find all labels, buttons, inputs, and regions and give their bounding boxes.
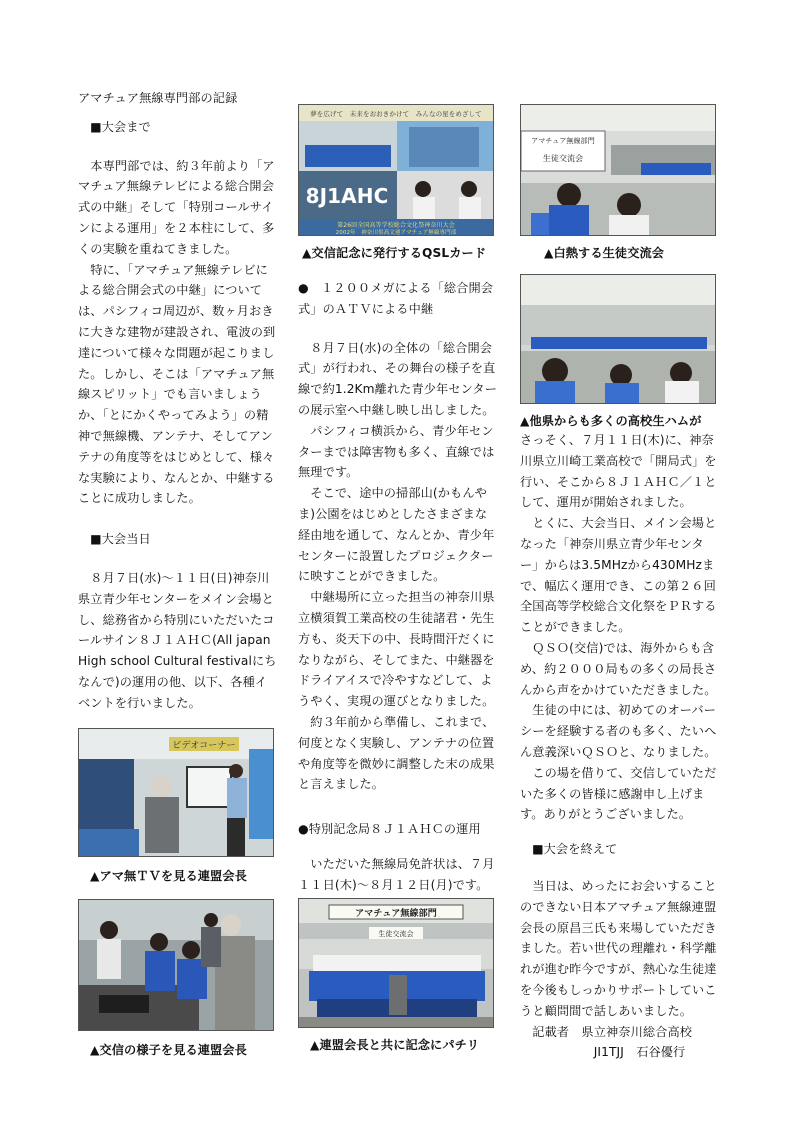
qsl-footer-1: 第26回全国高等学校総合文化祭神奈川大会	[337, 222, 455, 229]
group-banner: アマチュア無線部門	[355, 908, 437, 919]
paragraph: いただいた無線局免許状は、７月１１日(木)～８月１２日(月)です。	[298, 856, 495, 892]
board-label-1: アマチュア無線部門	[531, 137, 595, 145]
paragraph: 中継場所に立った担当の神奈川県立横須賀工業高校の生徒諸君・先生方も、炎天下の中、長時間汗だくになりながら、そしてまた、中継器をドライアイスで冷やすなどして、ようやく、実現の運びとなりました。	[298, 590, 495, 709]
photo-exchange-meeting	[520, 104, 716, 236]
photo-caption: ▲アマ無ＴＶを見る連盟会長	[90, 868, 247, 883]
board-label-2: 生徒交流会	[542, 154, 584, 163]
paragraph: とくに、大会当日、メイン会場となった「神奈川県立青少年センター」からは3.5MHzから430MHzまで、幅広く運用でき、この第２６回全国高等学校総合文化祭をＰＲすることができました。	[520, 516, 717, 635]
paragraph: 生徒の中には、初めてのオーバーシーを経験する者のも多く、たいへん意義深いＱＳＯと、なりました。	[520, 703, 717, 759]
paragraph: ８月７日(水)の全体の「総合開会式」が行われ、その舞台の様子を直線で約1.2Km離れた青少年センターの展示室へ中継し映し出しました。	[298, 340, 497, 417]
photo-atv-viewing	[78, 728, 274, 857]
paragraph: この場を借りて、交信していただいた多くの皆様に感謝申し上げます。ありがとうございました。	[520, 765, 717, 822]
photo-students	[520, 274, 716, 404]
section-heading-before: ■大会まで	[90, 119, 151, 134]
author-line: 記載者 県立神奈川総合高校	[520, 1024, 693, 1039]
paragraph: そこで、途中の掃部山(かもんやま)公園をはじめとしたさまざまな経由地を通して、なんとか、青少年センターに設置したプロジェクターに映すことができました。	[298, 486, 495, 584]
qsl-footer-2: 2002年 神奈川県高文連アマチュア無線専門部	[335, 230, 457, 235]
paragraph: パシフィコ横浜から、青少年センターまでは障害物も多く、直線では無理です。	[298, 423, 495, 480]
paragraph: ８月７日(水)～１１日(日)神奈川県立青少年センターをメイン会場とし、総務省から特別にいただいたコールサイン８Ｊ１ＡＨＣ(All japan High school Cultural festivalにちなんで)の運用の他、以下、各種イベントを行いました。	[78, 570, 277, 710]
photo-caption: ▲他県からも多くの高校生ハムが	[520, 414, 702, 428]
photo-caption: ▲白熱する生徒交流会	[544, 246, 665, 260]
section-heading-8j1ahc: ●特別記念局８Ｊ１ＡＨＣの運用	[298, 822, 481, 837]
paragraph: 当日は、めったにお会いすることのできない日本アマチュア無線連盟会長の原昌三氏も来場していただきました。若い世代の理離れ・科学離れが進む昨今ですが、熱心な生徒達を今後もしっかりサポートしていこうと顧問間で話しあいました。	[520, 878, 717, 1018]
qsl-callsign: 8J1AHC	[305, 184, 389, 208]
paragraph: 特に、「アマチュア無線テレビによる総合開会式の中継」については、パシフィコ周辺が、数ヶ月おきに大きな建物が建設され、電波の到達について様々な問題が起こりました。しかし、そこは「アマチュア無線スピリット」でも言いましょうか、「とにかくやってみよう」の精神で無線機、アンテナ、そしてアンテナの角度等をはじめとして、様々な実験により、なんとか、中継することに成功しました。	[78, 262, 276, 506]
paragraph: さっそく、７月１１日(木)に、神奈川県立川崎工業高校で「開局式」を行い、そこから８Ｊ１ＡＨＣ／１として、運用が開始されました。	[520, 433, 717, 510]
photo-caption: ▲交信の様子を見る連盟会長	[90, 1042, 247, 1057]
section-heading-atv: ● １２００メガによる「総合開会式」のＡＴＶによる中継	[298, 281, 494, 316]
photo-caption: ▲交信記念に発行するQSLカード	[302, 246, 487, 260]
section-heading-after: ■大会を終えて	[532, 842, 618, 857]
photo-caption: ▲連盟会長と共に記念にパチリ	[310, 1037, 480, 1052]
paragraph: 本専門部では、約３年前より「アマチュア無線テレビによる総合開会式の中継」そして「特別コールサインによる運用」を２本柱にして、多くの実験を重ねてきました。	[78, 158, 275, 256]
group-sign: 生徒交流会	[378, 929, 414, 938]
column-3	[520, 104, 720, 1063]
qsl-banner: 夢を広げて 未来をおおきかけて みんなの星をめざして	[310, 110, 482, 118]
article-title: アマチュア無線専門部の記録	[78, 91, 238, 105]
paragraph: ＱＳＯ(交信)では、海外からも含め、約２０００局もの多くの局長さんから声をかけていただきました。	[520, 640, 717, 697]
author-callsign: JI1TJJ 石谷優行	[520, 1045, 686, 1060]
paragraph: 約３年前から準備し、これまで、何度となく実験し、アンテナの位置や角度等を微妙に調整した末の成果と言えました。	[298, 714, 495, 792]
column-2	[298, 104, 498, 1054]
photo-group	[298, 898, 494, 1028]
column-1	[78, 88, 278, 1059]
photo-qsl-card	[298, 104, 494, 236]
section-heading-day: ■大会当日	[90, 532, 151, 547]
photo-qso-watching	[78, 899, 274, 1031]
sign-video-corner: ビデオコーナー	[172, 740, 236, 751]
